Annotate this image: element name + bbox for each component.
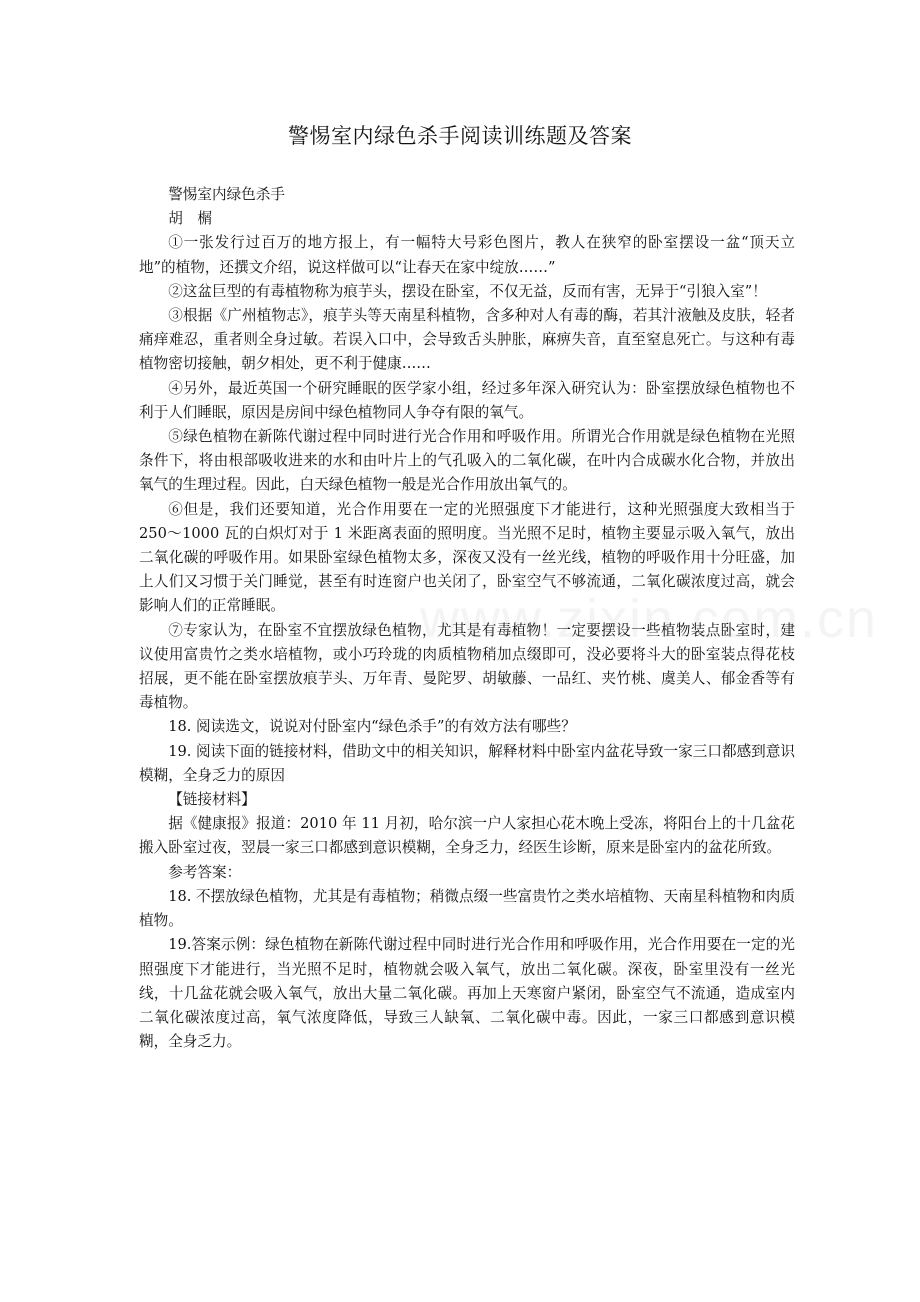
- document-body: [139, 183, 795, 1054]
- paragraph-5: ⑤绿色植物在新陈代谢过程中同时进行光合作用和呼吸作用。所谓光合作用就是绿色植物在光照条件下，将由根部吸收进来的水和由叶片上的气孔吸入的二氧化碳，在叶内合成碳水化合物，并放出氧气的生理过程。因此，白天绿色植物一般是光合作用放出氧气的。: [139, 428, 795, 494]
- answer-heading: 参考答案：: [168, 863, 242, 881]
- answer-18: 18. 不摆放绿色植物，尤其是有毒植物；稍微点缀一些富贵竹之类水培植物、天南星科植物和肉质植物。: [139, 887, 795, 930]
- paragraph-3: ③根据《广州植物志》，痕芋头等天南星科植物，含多种对人有毒的酶，若其汁液触及皮肤，轻者痛痒难忍，重者则全身过敏。若误入口中，会导致舌头肿胀，麻痹失音，直至窒息死亡。与这种有毒植物密切接触，朝夕相处，更不利于健康……: [139, 307, 795, 373]
- question-18: 18. 阅读选文，说说对付卧室内“绿色杀手”的有效方法有哪些？: [168, 718, 576, 736]
- question-19: 19. 阅读下面的链接材料，借助文中的相关知识，解释材料中卧室内盆花导致一家三口都感到意识模糊，全身乏力的原因: [139, 742, 795, 784]
- paragraph-6: ⑥但是，我们还要知道，光合作用要在一定的光照强度下才能进行，这种光照强度大致相当于 250～1000 瓦的白炽灯对于 1 米距离表面的照明度。当光照不足时，植物主要显示吸入氧气，放出二氧化碳的呼吸作用。如果卧室绿色植物太多，深夜又没有一丝光线，植物的呼吸作用十分旺盛，加上人们又习惯于关门睡觉，甚至有时连窗户也关闭了，卧室空气不够流通，二氧化碳浓度过高，就会影响人们的正常睡眠。: [139, 500, 795, 615]
- article-title: 警惕室内绿色杀手: [168, 186, 285, 203]
- paragraph-2: ②这盆巨型的有毒植物称为痕芋头，摆设在卧室，不仅无益，反而有害，无异于“引狼入室”！: [168, 282, 767, 300]
- article-author: 胡 榍: [168, 210, 212, 228]
- paragraph-4: ④另外，最近英国一个研究睡眠的医学家小组，经过多年深入研究认为：卧室摆放绿色植物也不利于人们睡眠，原因是房间中绿色植物同人争夺有限的氧气。: [139, 379, 795, 421]
- link-material-text: 据《健康报》报道：2010 年 11 月初，哈尔滨一户人家担心花木晚上受冻，将阳台上的十几盆花搬入卧室过夜，翌晨一家三口都感到意识模糊，全身乏力，经医生诊断，原来是卧室内的盆花所致。: [139, 815, 795, 857]
- answer-19: 19.答案示例：绿色植物在新陈代谢过程中同时进行光合作用和呼吸作用，光合作用要在一定的光照强度下才能进行，当光照不足时，植物就会吸入氧气，放出二氧化碳。深夜，卧室里没有一丝光线，十几盆花就会吸入氧气，放出大量二氧化碳。再加上天寒窗户紧闭，卧室空气不流通，造成室内二氧化碳浓度过高，氧气浓度降低，导致三人缺氧、二氧化碳中毒。因此，一家三口都感到意识模糊，全身乏力。: [139, 936, 795, 1051]
- paragraph-7: ⑦专家认为，在卧室不宜摆放绿色植物，尤其是有毒植物！一定要摆设一些植物装点卧室时，建议使用富贵竹之类水培植物，或小巧玲珑的肉质植物稍加点缀即可，没必要将斗大的卧室装点得花枝招展，更不能在卧室摆放痕芋头、万年青、曼陀罗、胡敏藤、一品红、夹竹桃、虞美人、郁金香等有毒植物。: [139, 621, 795, 712]
- document-title: 警惕室内绿色杀手阅读训练题及答案: [288, 124, 632, 148]
- link-material-heading: 【链接材料】: [168, 791, 256, 809]
- paragraph-1: ①一张发行过百万的地方报上，有一幅特大号彩色图片，教人在狭窄的卧室摆设一盆“顶天立地”的植物，还撰文介绍，说这样做可以“让春天在家中绽放……”: [139, 234, 795, 276]
